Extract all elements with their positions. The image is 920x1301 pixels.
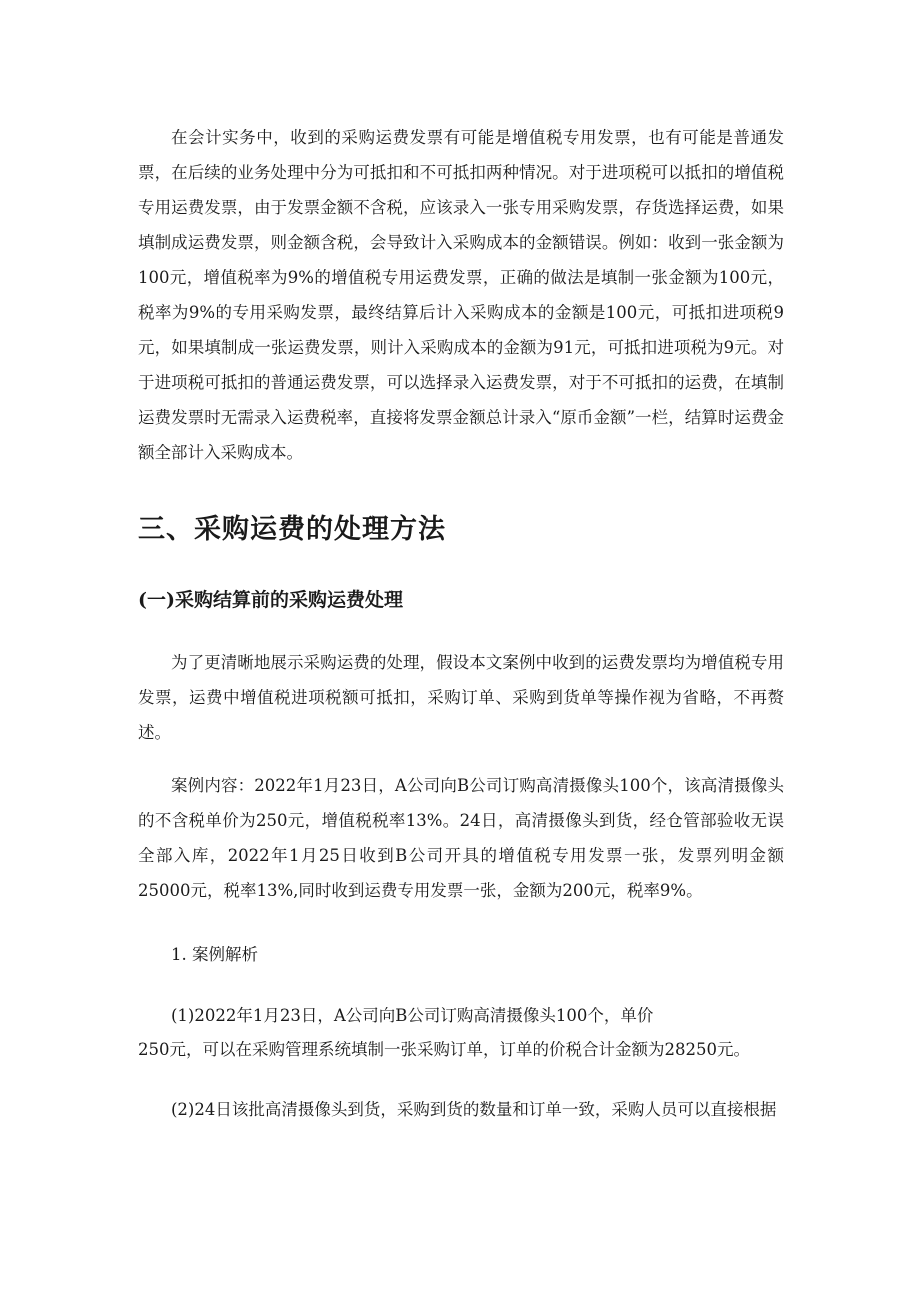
paragraph-case-content: 案例内容：2022年1月23日，A公司向B公司订购高清摄像头100个，该高清摄像头的不含税单价为250元，增值税税率13%。24日，高清摄像头到货，经仓管部验收无误全部入库，2022年1月25日收到B公司开具的增值税专用发票一张，发票列明金额25000元，税率13%,同时收到运费专用发票一张，金额为200元，税率9%。 [138,776,784,900]
paragraph-assumption: 为了更清晰地展示采购运费的处理，假设本文案例中收到的运费发票均为增值税专用发票，运费中增值税进项税额可抵扣，采购订单、采购到货单等操作视为省略，不再赘述。 [138,653,784,742]
analysis-step-1-line-1: (1)2022年1月23日，A公司向B公司订购高清摄像头100个，单价 [171,1006,654,1025]
subsection-heading: (一)采购结算前的采购运费处理 [138,589,403,611]
section-heading: 三、采购运费的处理方法 [138,514,446,545]
case-analysis-heading: 1. 案例解析 [171,945,258,964]
analysis-step-2: (2)24日该批高清摄像头到货，采购到货的数量和订单一致，采购人员可以直接根据 [171,1100,777,1119]
paragraph-freight-invoice-types: 在会计实务中，收到的采购运费发票有可能是增值税专用发票，也有可能是普通发票，在后续的业务处理中分为可抵扣和不可抵扣两种情况。对于进项税可以抵扣的增值税专用运费发票，由于发票金额不含税，应该录入一张专用采购发票，存货选择运费，如果填制成运费发票，则金额含税，会导致计入采购成本的金额错误。例如：收到一张金额为100元，增值税率为9%的增值税专用运费发票，正确的做法是填制一张金额为100元，税率为9%的专用采购发票，最终结算后计入采购成本的金额是100元，可抵扣进项税9元，如果填制成一张运费发票，则计入采购成本的金额为91元，可抵扣进项税为9元。对于进项税可抵扣的普通运费发票，可以选择录入运费发票，对于不可抵扣的运费，在填制运费发票时无需录入运费税率，直接将发票金额总计录入“原币金额”一栏，结算时运费金额全部计入采购成本。 [138,128,784,462]
analysis-step-1-line-2: 250元，可以在采购管理系统填制一张采购订单，订单的价税合计金额为28250元。 [138,1040,750,1059]
